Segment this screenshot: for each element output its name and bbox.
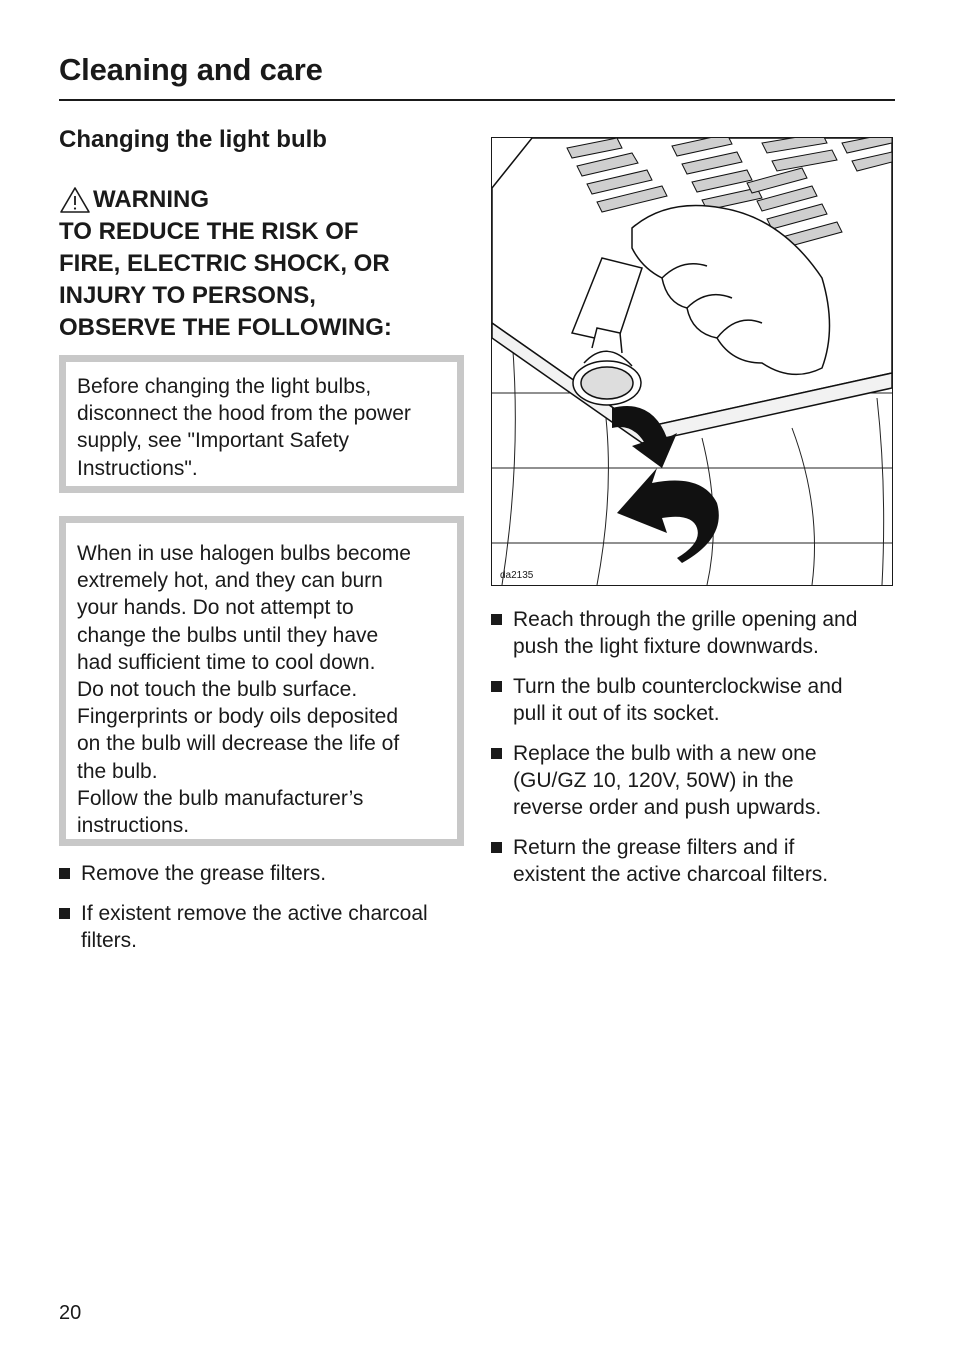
notice-line: disconnect the hood from the power [77, 402, 411, 426]
warning-line: FIRE, ELECTRIC SHOCK, OR [59, 250, 390, 277]
power-disconnect-notice [59, 355, 464, 493]
page-number: 20 [59, 1302, 82, 1324]
warning-header [59, 184, 479, 216]
warning-block [59, 184, 479, 344]
step-line: push the light fixture downwards. [513, 635, 819, 658]
list-item [491, 834, 901, 888]
list-item [491, 606, 901, 660]
notice-line: on the bulb will decrease the life of [77, 732, 400, 756]
warning-line: TO REDUCE THE RISK OF [59, 218, 359, 245]
warning-line: INJURY TO PERSONS, [59, 282, 316, 309]
bullet-square-icon [491, 681, 502, 692]
notice-line: When in use halogen bulbs become [77, 542, 411, 565]
bullet-square-icon [491, 748, 502, 759]
notice-line: Follow the bulb manufacturer’s [77, 786, 364, 810]
step-line: If existent remove the active charcoal [81, 902, 428, 925]
bulb-replacement-steps [491, 606, 901, 901]
notice-line: the bulb. [77, 759, 158, 783]
page-title: Cleaning and care [59, 52, 323, 87]
warning-label: WARNING [93, 186, 209, 213]
filter-removal-steps [59, 860, 469, 967]
notice-line: Fingerprints or body oils deposited [77, 705, 399, 729]
warning-triangle-icon [59, 186, 91, 214]
section-heading: Changing the light bulb [59, 126, 327, 153]
list-item [59, 900, 469, 954]
bullet-square-icon [59, 868, 70, 879]
figure-code: da2135 [500, 570, 534, 581]
notice-line: change the bulbs until they have [77, 623, 379, 647]
notice-line: supply, see "Important Safety [77, 429, 350, 453]
step-line: pull it out of its socket. [513, 702, 720, 725]
step-line: Reach through the grille opening and [513, 608, 858, 631]
step-line: Replace the bulb with a new one [513, 742, 817, 765]
step-line: filters. [81, 929, 138, 952]
notice-line: Before changing the light bulbs, [77, 375, 372, 398]
title-divider [59, 99, 895, 101]
step-line: Remove the grease filters. [81, 862, 327, 885]
step-line: reverse order and push upwards. [513, 796, 822, 819]
bullet-square-icon [59, 908, 70, 919]
notice-line: instructions. [77, 814, 190, 838]
halogen-heat-notice [59, 516, 464, 846]
step-line: Turn the bulb counterclockwise and [513, 675, 843, 698]
warning-line: OBSERVE THE FOLLOWING: [59, 314, 392, 341]
notice-line: Instructions". [77, 456, 198, 480]
notice-line: extremely hot, and they can burn [77, 569, 383, 593]
notice-line: had sufficient time to cool down. [77, 650, 376, 674]
step-line: (GU/GZ 10, 120V, 50W) in the [513, 769, 794, 792]
list-item [59, 860, 469, 887]
bullet-square-icon [491, 614, 502, 625]
rotate-counterclockwise-arrow [617, 468, 719, 563]
bulb-replacement-illustration [491, 137, 893, 586]
notice-line: your hands. Do not attempt to [77, 596, 354, 620]
step-line: Return the grease filters and if [513, 836, 795, 859]
bullet-square-icon [491, 842, 502, 853]
list-item [491, 673, 901, 727]
notice-line: Do not touch the bulb surface. [77, 678, 358, 702]
step-line: existent the active charcoal filters. [513, 863, 829, 886]
list-item [491, 740, 901, 821]
